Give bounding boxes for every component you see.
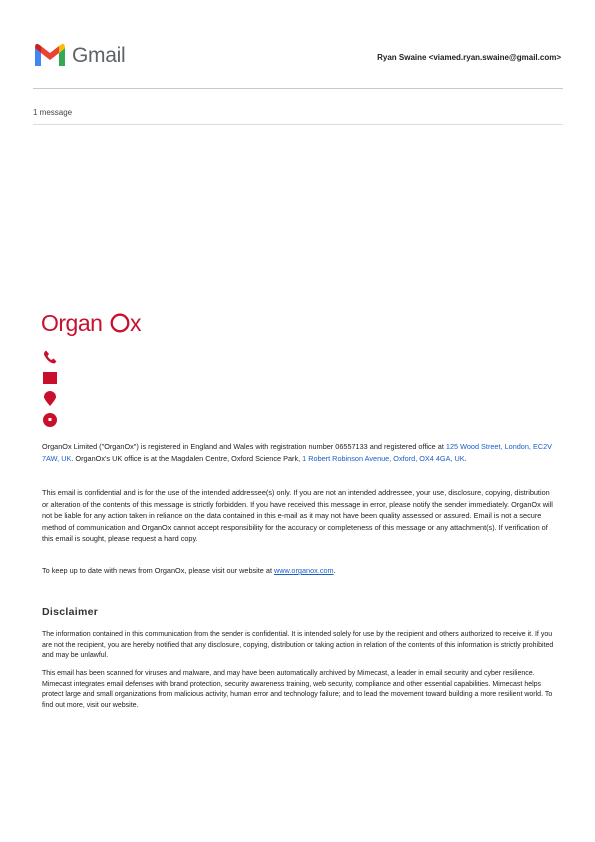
uk-office-address-link[interactable]: 1 Robert Robinson Avenue, Oxford, OX4 4GA, UK — [302, 453, 465, 463]
registration-end: . — [464, 453, 467, 463]
news-end: . — [333, 566, 336, 575]
registration-text: OrganOx Limited ("OrganOx") is registered in England and Wales with registration number 06557133 and registered office at — [42, 442, 446, 451]
gmail-wordmark: Gmail — [72, 44, 126, 67]
website-link[interactable]: www.organox.com — [274, 566, 334, 575]
registered-address-link[interactable]: 125 Wood Street, London, EC2V 7AW, UK — [42, 442, 553, 463]
confidentiality-paragraph: This email is confidential and is for the use of the intended addressee(s) only. If you are not an intended addressee, your use, disclosure, copying, distribution or alteration of the contents of this message is strictly forbidden. If you have received this message in error, please notify the sender immediately. OrganOx will not be liable for any action taken in reliance on the data contained in this e-mail as it may not have been quality assessed or assured. Email is not a secure method of communication and OrganOx cannot accept responsibility for the accuracy or completeness of this message or any attachment(s). If verification of this email is sought, please request a hard copy. — [42, 488, 553, 544]
svg-text:x: x — [130, 310, 142, 336]
disclaimer-heading: Disclaimer — [42, 606, 99, 618]
gmail-logo-icon — [33, 42, 67, 68]
message-count: 1 message — [33, 108, 73, 117]
organox-logo — [41, 309, 151, 337]
svg-text:Organ: Organ — [41, 310, 103, 336]
disclaimer-paragraph-2: This email has been scanned for viruses and malware, and may have been automatically archived by Mimecast, a leader in email security and cyber resilience. Mimecast integrates email defenses with brand protection, security awareness training, web security, compliance and other essential capabilities. Mimecast helps protect large and small organizations from malicious activity, human error and technology failure; and to lead the movement toward building a more resilient world. To find out more, visit our website. — [42, 670, 553, 709]
header-divider — [33, 88, 563, 89]
thread-divider — [33, 124, 563, 125]
disclaimer-paragraph-1: The information contained in this communication from the sender is confidential. It is intended solely for use by the recipient and others authorized to receive it. If you are not the recipient, you are hereby notified that any disclosure, copying, distribution or taking action in relation of the contents of this information is strictly prohibited and may be unlawful. — [42, 631, 554, 659]
registration-paragraph — [42, 441, 554, 464]
web-icon — [42, 412, 58, 428]
account-label: Ryan Swaine <viamed.ryan.swaine@gmail.com> — [377, 53, 561, 62]
uk-office-text: . OrganOx's UK office is at the Magdalen Centre, Oxford Science Park, — [71, 453, 303, 463]
location-icon — [42, 391, 58, 407]
gmail-header — [33, 42, 563, 72]
phone-icon — [42, 349, 58, 365]
news-paragraph — [42, 565, 554, 577]
email-icon — [42, 370, 58, 386]
news-text: To keep up to date with news from OrganOx, please visit our website at — [42, 566, 274, 575]
